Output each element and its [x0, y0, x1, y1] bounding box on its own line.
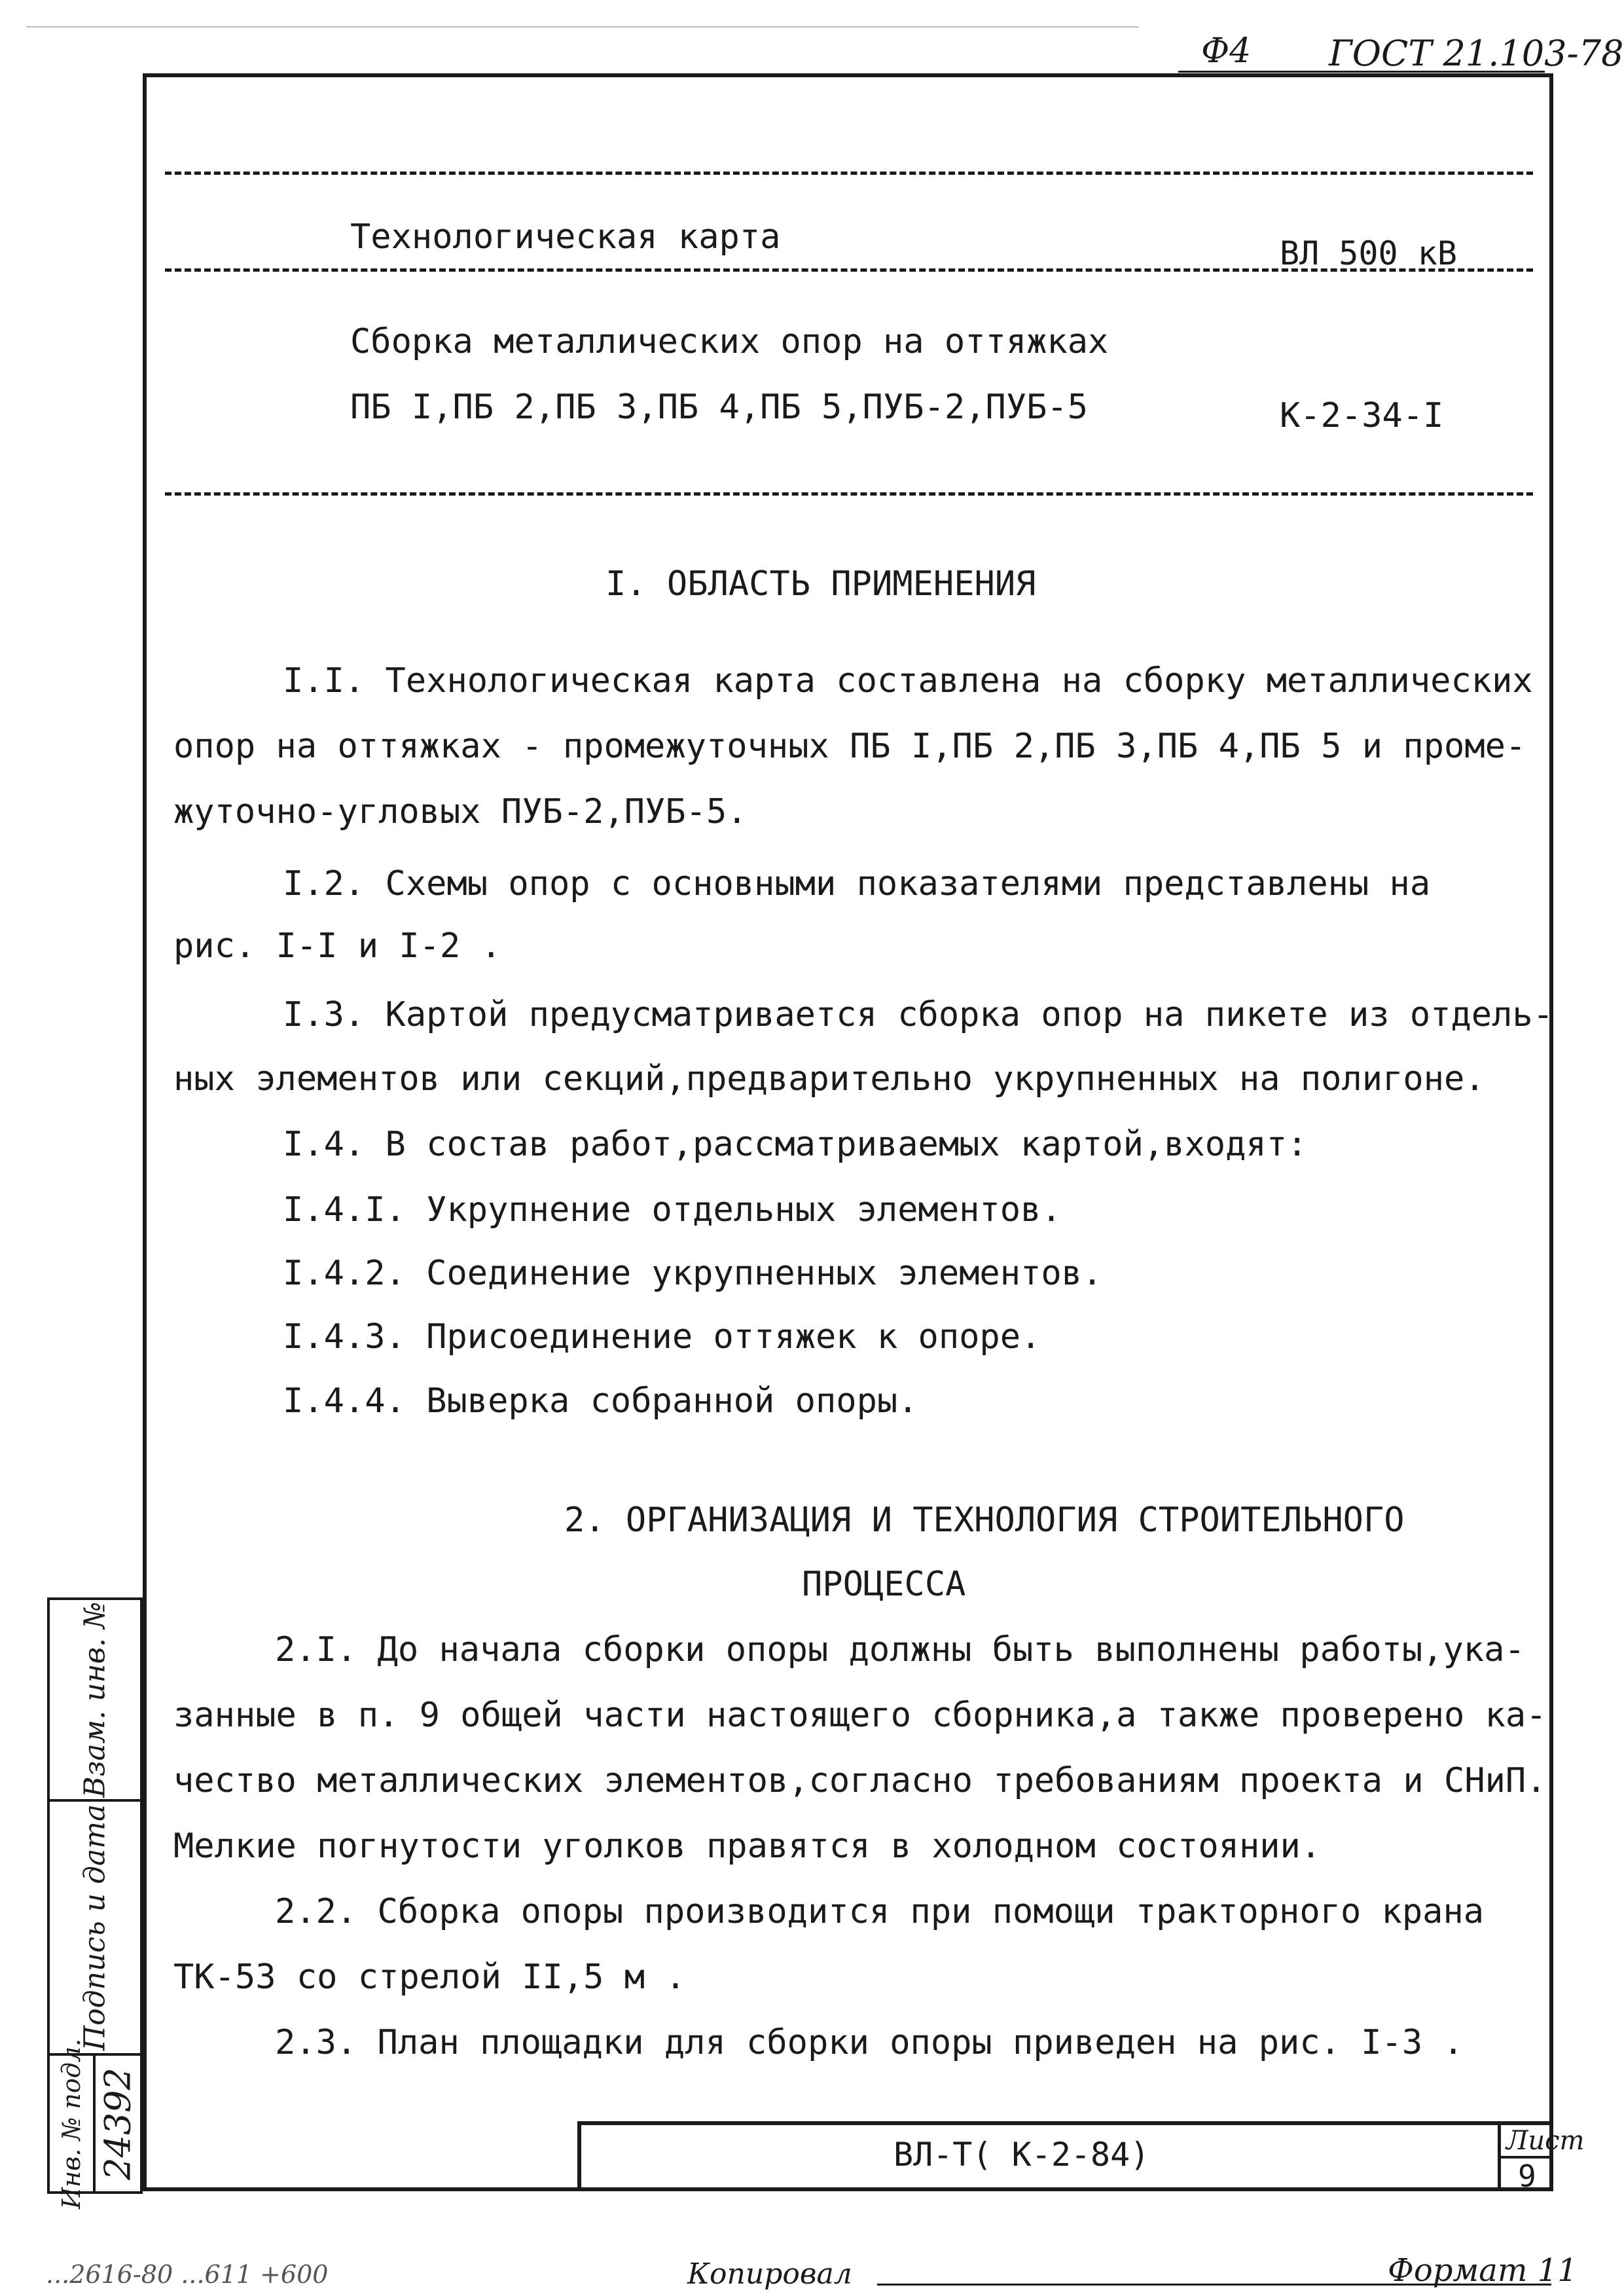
format-label: Формат 11 — [1388, 2252, 1578, 2289]
sheet-mark: Ф4 — [1201, 31, 1252, 71]
section-1-line: I.4.2. Соединение укрупненных элементов. — [283, 1254, 1103, 1293]
copied-by-label: Копировал — [687, 2257, 852, 2291]
section-1-line: I.2. Схемы опор с основными показателями представлены на — [283, 864, 1431, 903]
section-2-line: Мелкие погнутости уголков правятся в холодном состоянии. — [173, 1827, 1322, 1866]
header-divider-3 — [165, 492, 1533, 496]
section-1-line: рис. I-I и I-2 . — [173, 926, 501, 966]
section-1-line: I.3. Картой предусматривается сборка опор на пикете из отдель- — [283, 995, 1554, 1034]
section-2-line: чество металлических элементов,согласно требованиям проекта и СНиП. — [173, 1761, 1547, 1800]
sidebar-inventory-number: 24392 — [97, 2067, 139, 2180]
subject-line-1: Сборка металлических опор на оттяжках — [350, 322, 1109, 361]
section-1-heading: I. ОБЛАСТЬ ПРИМЕНЕНИЯ — [605, 564, 1036, 604]
sidebar-inventory-number-cell — [93, 2053, 143, 2194]
sidebar-signature-cell — [47, 1799, 143, 2056]
section-1-line: опор на оттяжках - промежуточных ПБ I,ПБ 2,ПБ 3,ПБ 4,ПБ 5 и проме- — [173, 727, 1526, 766]
footer-underline — [877, 2284, 1551, 2286]
header-divider-2 — [165, 268, 1533, 272]
top-faint-line — [26, 26, 1139, 27]
sheet-number-box — [1498, 2124, 1585, 2194]
top-corner-underline — [1178, 71, 1545, 73]
document-code: ВЛ-Т( К-2-84) — [893, 2136, 1150, 2174]
sidebar-inventory-label: Инв. № подл. — [57, 2038, 86, 2209]
section-1-line: I.I. Технологическая карта составлена на сборку металлических — [283, 661, 1533, 701]
section-1-line: жуточно-угловых ПУБ-2,ПУБ-5. — [173, 792, 748, 831]
section-2-heading-continued: ПРОЦЕССА — [802, 1565, 966, 1604]
sidebar-signature-label: Подпись и дата — [78, 1804, 112, 2051]
section-1-line: I.4.4. Выверка собранной опоры. — [283, 1381, 918, 1421]
standard-code: ГОСТ 21.103-78 — [1329, 33, 1624, 74]
document-type-title: Технологическая карта — [350, 217, 781, 257]
section-2-line: 2.I. До начала сборки опоры должны быть выполнены работы,ука- — [275, 1630, 1525, 1669]
subject-line-2: ПБ I,ПБ 2,ПБ 3,ПБ 4,ПБ 5,ПУБ-2,ПУБ-5 — [350, 388, 1089, 427]
section-2-heading: 2. ОРГАНИЗАЦИЯ И ТЕХНОЛОГИЯ СТРОИТЕЛЬНОГО — [564, 1501, 1405, 1540]
header-divider-1 — [165, 172, 1533, 175]
sidebar-replacement-cell — [47, 1597, 143, 1802]
card-code: К-2-34-I — [1280, 396, 1444, 435]
sheet-number: 9 — [1518, 2159, 1536, 2194]
sidebar-inventory-label-cell — [47, 2038, 96, 2209]
voltage-label: ВЛ 500 кВ — [1280, 234, 1457, 272]
section-1-line: I.4.I. Укрупнение отдельных элементов. — [283, 1190, 1062, 1230]
section-2-line: занные в п. 9 общей части настоящего сборника,а также проверено ка- — [173, 1696, 1547, 1735]
section-1-line: I.4.3. Присоединение оттяжек к опоре. — [283, 1317, 1041, 1357]
section-1-line: ных элементов или секций,предварительно укрупненных на полигоне. — [173, 1059, 1485, 1099]
section-2-line: 2.2. Сборка опоры производится при помощи тракторного крана — [275, 1892, 1485, 1931]
section-1-line: I.4. В состав работ,рассматриваемых картой,входят: — [283, 1125, 1308, 1164]
footer-left-note: ...2616-80 ...611 +600 — [46, 2260, 329, 2289]
section-2-line: 2.3. План площадки для сборки опоры приведен на рис. I-3 . — [275, 2023, 1464, 2062]
sheet-label: Лист — [1506, 2126, 1585, 2156]
section-2-line: ТК-53 со стрелой II,5 м . — [173, 1958, 686, 1997]
sidebar-replacement-label: Взам. инв. № — [78, 1601, 112, 1798]
